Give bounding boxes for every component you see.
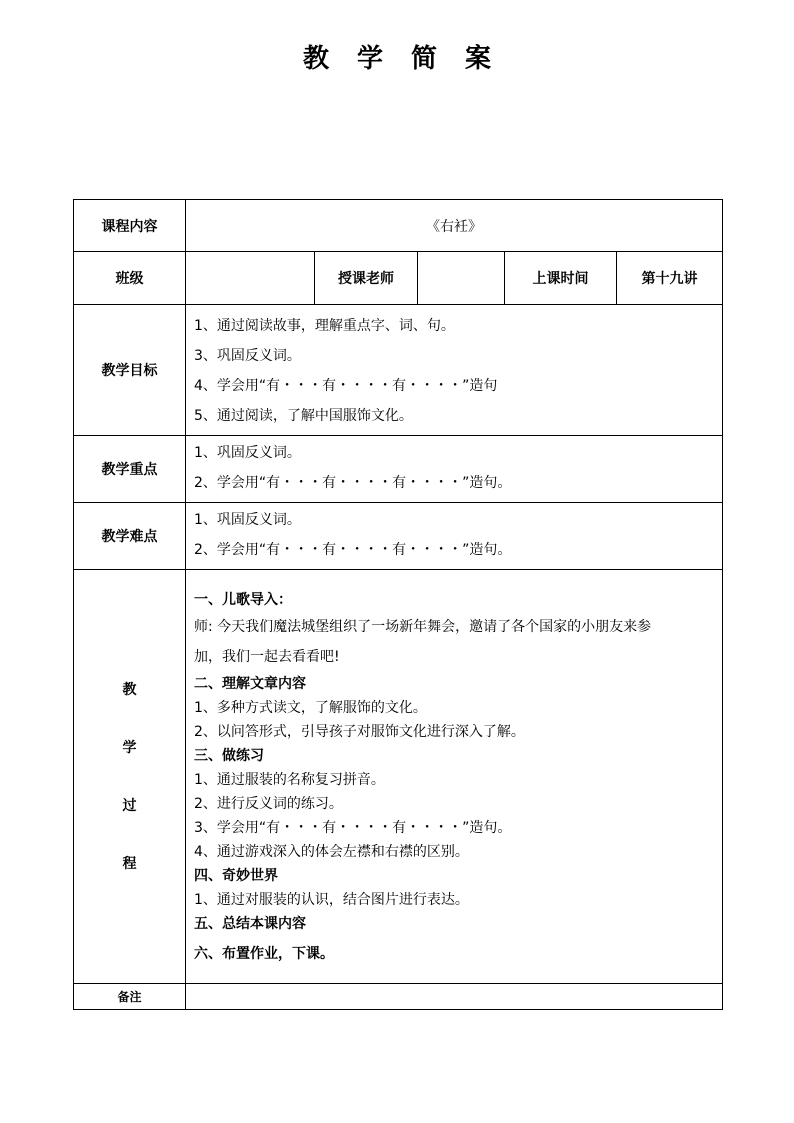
section-text: 加，我们一起去看看吧!: [194, 649, 340, 665]
class-info-row: [74, 252, 723, 305]
objectives-label: 教学目标: [74, 305, 186, 436]
teacher-label: 授课老师: [315, 252, 418, 305]
teacher-value: [418, 252, 505, 305]
difficulty-item: 2、学会用“有・・・有・・・・有・・・・”造句。: [194, 542, 512, 558]
objectives-row: [74, 305, 723, 436]
section-heading: 五、总结本课内容: [194, 916, 306, 932]
process-label-char: 程: [122, 855, 137, 872]
section-heading: 三、做练习: [194, 748, 264, 764]
key-points-row: [74, 436, 723, 503]
class-value: [186, 252, 315, 305]
course-content-value: 《右衽》: [186, 200, 723, 252]
section-item: 1、通过服装的名称复习拼音。: [194, 772, 385, 788]
remark-row: [74, 984, 723, 1010]
objectives-list: [186, 305, 723, 436]
section-item: 2、以问答形式，引导孩子对服饰文化进行深入了解。: [194, 724, 525, 740]
objective-item: 1、通过阅读故事，理解重点字、词、句。: [194, 318, 455, 334]
section-item: 3、学会用“有・・・有・・・・有・・・・”造句。: [194, 820, 512, 836]
difficulty-item: 1、巩固反义词。: [194, 512, 301, 528]
course-content-row: [74, 200, 723, 252]
remark-label: 备注: [74, 984, 186, 1010]
key-points-list: [186, 436, 723, 503]
lecture-number: 第十九讲: [617, 252, 723, 305]
section-item: 2、进行反义词的练习。: [194, 796, 343, 812]
objective-item: 4、学会用“有・・・有・・・・有・・・・”造句: [194, 378, 498, 394]
difficulties-list: [186, 503, 723, 570]
section-heading: 二、理解文章内容: [194, 676, 306, 692]
process-label-char: 教: [122, 681, 137, 698]
section-item: 4、通过游戏深入的体会左襟和右襟的区别。: [194, 844, 469, 860]
class-label: 班级: [74, 252, 186, 305]
difficulties-row: [74, 503, 723, 570]
remark-value: [186, 984, 723, 1010]
objective-item: 5、通过阅读，了解中国服饰文化。: [194, 408, 413, 424]
process-label-char: 过: [122, 797, 137, 814]
course-content-label: 课程内容: [74, 200, 186, 252]
process-label: [74, 570, 186, 984]
difficulties-label: 教学难点: [74, 503, 186, 570]
objective-item: 3、巩固反义词。: [194, 348, 301, 364]
class-time-label: 上课时间: [505, 252, 617, 305]
section-heading: 四、奇妙世界: [194, 868, 278, 884]
section-heading: 六、布置作业，下课。: [194, 946, 334, 962]
key-points-label: 教学重点: [74, 436, 186, 503]
process-row: [74, 570, 723, 984]
key-point-item: 2、学会用“有・・・有・・・・有・・・・”造句。: [194, 475, 512, 491]
section-heading: 一、儿歌导入：: [194, 592, 292, 608]
process-label-char: 学: [122, 739, 137, 756]
page-title: 教学简案: [302, 44, 519, 74]
section-item: 1、多种方式读文，了解服饰的文化。: [194, 700, 427, 716]
lesson-plan-table: [73, 199, 723, 1010]
section-text: 师: 今天我们魔法城堡组织了一场新年舞会，邀请了各个国家的小朋友来参: [194, 619, 652, 635]
key-point-item: 1、巩固反义词。: [194, 445, 301, 461]
section-item: 1、通过对服装的认识，结合图片进行表达。: [194, 892, 469, 908]
process-content: [186, 570, 723, 984]
